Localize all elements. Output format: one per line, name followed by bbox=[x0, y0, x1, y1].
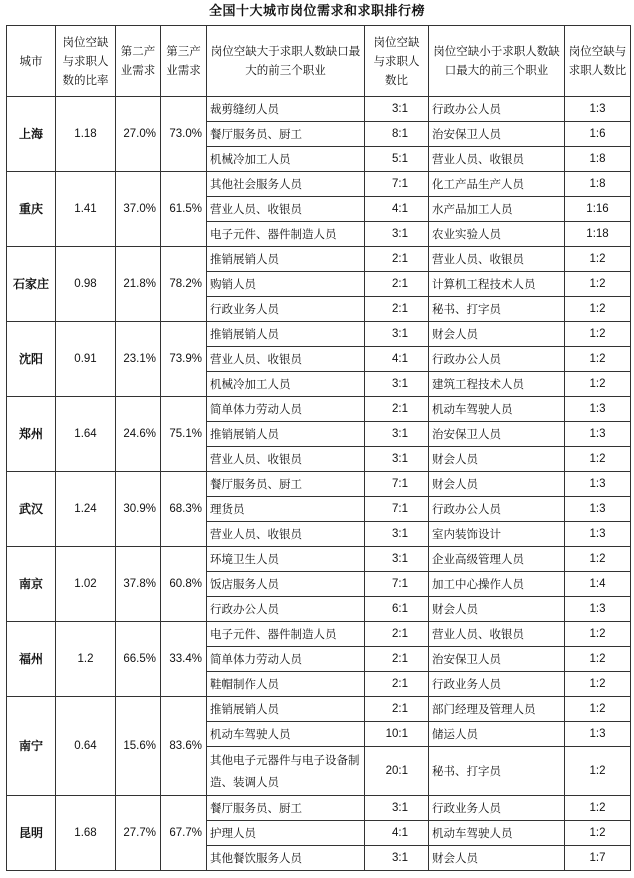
table-row bbox=[7, 547, 631, 572]
shortage-job: 行政业务人员 bbox=[207, 297, 365, 322]
shortage-job: 机动车驾驶人员 bbox=[207, 722, 365, 747]
tertiary-demand: 33.4% bbox=[161, 622, 207, 697]
surplus-ratio: 1:2 bbox=[565, 622, 631, 647]
surplus-ratio: 1:2 bbox=[565, 322, 631, 347]
surplus-ratio: 1:8 bbox=[565, 172, 631, 197]
page-title: 全国十大城市岗位需求和求职排行榜 bbox=[208, 4, 425, 19]
shortage-ratio: 2:1 bbox=[365, 647, 429, 672]
surplus-job: 治安保卫人员 bbox=[429, 647, 565, 672]
shortage-ratio: 10:1 bbox=[365, 722, 429, 747]
city-ratio: 1.02 bbox=[56, 547, 116, 622]
shortage-job: 推销展销人员 bbox=[207, 322, 365, 347]
surplus-job: 储运人员 bbox=[429, 722, 565, 747]
surplus-job: 营业人员、收银员 bbox=[429, 247, 565, 272]
surplus-job: 机动车驾驶人员 bbox=[429, 821, 565, 846]
surplus-ratio: 1:2 bbox=[565, 447, 631, 472]
shortage-ratio: 4:1 bbox=[365, 197, 429, 222]
shortage-job: 电子元件、器件制造人员 bbox=[207, 222, 365, 247]
surplus-job: 营业人员、收银员 bbox=[429, 147, 565, 172]
surplus-ratio: 1:8 bbox=[565, 147, 631, 172]
city-ratio: 0.64 bbox=[56, 697, 116, 796]
shortage-ratio: 7:1 bbox=[365, 172, 429, 197]
shortage-ratio: 3:1 bbox=[365, 447, 429, 472]
table-row bbox=[7, 247, 631, 272]
city-ratio: 1.64 bbox=[56, 397, 116, 472]
shortage-job: 营业人员、收银员 bbox=[207, 522, 365, 547]
tertiary-demand: 68.3% bbox=[161, 472, 207, 547]
surplus-ratio: 1:3 bbox=[565, 597, 631, 622]
shortage-ratio: 6:1 bbox=[365, 597, 429, 622]
shortage-job: 理货员 bbox=[207, 497, 365, 522]
surplus-ratio: 1:3 bbox=[565, 97, 631, 122]
shortage-ratio: 2:1 bbox=[365, 297, 429, 322]
shortage-job: 护理人员 bbox=[207, 821, 365, 846]
header-city: 城市 bbox=[7, 26, 56, 97]
surplus-job: 财会人员 bbox=[429, 322, 565, 347]
surplus-ratio: 1:18 bbox=[565, 222, 631, 247]
shortage-job: 环境卫生人员 bbox=[207, 547, 365, 572]
table-row bbox=[7, 622, 631, 647]
shortage-job: 推销展销人员 bbox=[207, 422, 365, 447]
surplus-ratio: 1:3 bbox=[565, 472, 631, 497]
shortage-ratio: 2:1 bbox=[365, 672, 429, 697]
surplus-job: 治安保卫人员 bbox=[429, 122, 565, 147]
tertiary-demand: 60.8% bbox=[161, 547, 207, 622]
shortage-ratio: 3:1 bbox=[365, 322, 429, 347]
surplus-job: 建筑工程技术人员 bbox=[429, 372, 565, 397]
city-name: 沈阳 bbox=[7, 322, 56, 397]
tertiary-demand: 73.9% bbox=[161, 322, 207, 397]
secondary-demand: 37.8% bbox=[116, 547, 161, 622]
surplus-ratio: 1:2 bbox=[565, 547, 631, 572]
shortage-job: 营业人员、收银员 bbox=[207, 197, 365, 222]
shortage-ratio: 3:1 bbox=[365, 97, 429, 122]
surplus-ratio: 1:3 bbox=[565, 722, 631, 747]
secondary-demand: 27.0% bbox=[116, 97, 161, 172]
table-body bbox=[7, 97, 631, 871]
surplus-job: 室内装饰设计 bbox=[429, 522, 565, 547]
secondary-demand: 37.0% bbox=[116, 172, 161, 247]
shortage-ratio: 20:1 bbox=[365, 747, 429, 796]
surplus-job: 财会人员 bbox=[429, 472, 565, 497]
surplus-ratio: 1:2 bbox=[565, 272, 631, 297]
surplus-ratio: 1:2 bbox=[565, 821, 631, 846]
city-name: 重庆 bbox=[7, 172, 56, 247]
secondary-demand: 21.8% bbox=[116, 247, 161, 322]
shortage-ratio: 5:1 bbox=[365, 147, 429, 172]
shortage-ratio: 2:1 bbox=[365, 247, 429, 272]
shortage-ratio: 3:1 bbox=[365, 372, 429, 397]
city-name: 昆明 bbox=[7, 796, 56, 871]
surplus-job: 营业人员、收银员 bbox=[429, 622, 565, 647]
surplus-ratio: 1:2 bbox=[565, 297, 631, 322]
header-surplus-jobs: 岗位空缺小于求职人数缺口最大的前三个职业 bbox=[429, 26, 565, 97]
shortage-job: 其他社会服务人员 bbox=[207, 172, 365, 197]
surplus-job: 水产品加工人员 bbox=[429, 197, 565, 222]
shortage-ratio: 4:1 bbox=[365, 821, 429, 846]
surplus-job: 秘书、打字员 bbox=[429, 297, 565, 322]
shortage-ratio: 3:1 bbox=[365, 846, 429, 871]
surplus-ratio: 1:2 bbox=[565, 697, 631, 722]
surplus-job: 企业高级管理人员 bbox=[429, 547, 565, 572]
surplus-ratio: 1:2 bbox=[565, 372, 631, 397]
shortage-job: 营业人员、收银员 bbox=[207, 347, 365, 372]
header-secondary: 第二产业需求 bbox=[116, 26, 161, 97]
surplus-ratio: 1:7 bbox=[565, 846, 631, 871]
surplus-ratio: 1:16 bbox=[565, 197, 631, 222]
shortage-ratio: 3:1 bbox=[365, 796, 429, 821]
shortage-job: 其他电子元器件与电子设备制造、装调人员 bbox=[207, 747, 365, 796]
header-surplus-ratio: 岗位空缺与求职人数比 bbox=[565, 26, 631, 97]
city-name: 石家庄 bbox=[7, 247, 56, 322]
shortage-job: 行政办公人员 bbox=[207, 597, 365, 622]
surplus-ratio: 1:2 bbox=[565, 247, 631, 272]
surplus-ratio: 1:2 bbox=[565, 347, 631, 372]
shortage-job: 鞋帽制作人员 bbox=[207, 672, 365, 697]
surplus-job: 部门经理及管理人员 bbox=[429, 697, 565, 722]
surplus-ratio: 1:3 bbox=[565, 497, 631, 522]
surplus-ratio: 1:2 bbox=[565, 647, 631, 672]
tertiary-demand: 78.2% bbox=[161, 247, 207, 322]
shortage-ratio: 7:1 bbox=[365, 572, 429, 597]
shortage-job: 裁剪缝纫人员 bbox=[207, 97, 365, 122]
tertiary-demand: 61.5% bbox=[161, 172, 207, 247]
table-row bbox=[7, 796, 631, 821]
shortage-job: 餐厅服务员、厨工 bbox=[207, 122, 365, 147]
header-ratio: 岗位空缺与求职人数的比率 bbox=[56, 26, 116, 97]
city-name: 武汉 bbox=[7, 472, 56, 547]
tertiary-demand: 67.7% bbox=[161, 796, 207, 871]
surplus-job: 财会人员 bbox=[429, 597, 565, 622]
surplus-job: 治安保卫人员 bbox=[429, 422, 565, 447]
header-shortage-jobs: 岗位空缺大于求职人数缺口最大的前三个职业 bbox=[207, 26, 365, 97]
shortage-job: 推销展销人员 bbox=[207, 247, 365, 272]
shortage-job: 电子元件、器件制造人员 bbox=[207, 622, 365, 647]
secondary-demand: 15.6% bbox=[116, 697, 161, 796]
city-ratio: 1.68 bbox=[56, 796, 116, 871]
shortage-job: 营业人员、收银员 bbox=[207, 447, 365, 472]
shortage-ratio: 3:1 bbox=[365, 222, 429, 247]
surplus-job: 秘书、打字员 bbox=[429, 747, 565, 796]
shortage-job: 餐厅服务员、厨工 bbox=[207, 796, 365, 821]
table-row bbox=[7, 397, 631, 422]
surplus-ratio: 1:2 bbox=[565, 796, 631, 821]
shortage-job: 其他餐饮服务人员 bbox=[207, 846, 365, 871]
shortage-ratio: 4:1 bbox=[365, 347, 429, 372]
shortage-ratio: 7:1 bbox=[365, 472, 429, 497]
surplus-job: 机动车驾驶人员 bbox=[429, 397, 565, 422]
surplus-ratio: 1:3 bbox=[565, 422, 631, 447]
city-ratio: 1.24 bbox=[56, 472, 116, 547]
shortage-job: 简单体力劳动人员 bbox=[207, 397, 365, 422]
shortage-ratio: 3:1 bbox=[365, 547, 429, 572]
shortage-job: 机械冷加工人员 bbox=[207, 147, 365, 172]
table-row bbox=[7, 472, 631, 497]
header-row bbox=[7, 26, 631, 97]
surplus-ratio: 1:3 bbox=[565, 522, 631, 547]
secondary-demand: 27.7% bbox=[116, 796, 161, 871]
surplus-job: 农业实验人员 bbox=[429, 222, 565, 247]
tertiary-demand: 75.1% bbox=[161, 397, 207, 472]
secondary-demand: 23.1% bbox=[116, 322, 161, 397]
surplus-ratio: 1:6 bbox=[565, 122, 631, 147]
shortage-job: 餐厅服务员、厨工 bbox=[207, 472, 365, 497]
shortage-job: 机械冷加工人员 bbox=[207, 372, 365, 397]
city-ratio: 1.18 bbox=[56, 97, 116, 172]
shortage-ratio: 2:1 bbox=[365, 697, 429, 722]
header-tertiary: 第三产业需求 bbox=[161, 26, 207, 97]
secondary-demand: 66.5% bbox=[116, 622, 161, 697]
shortage-ratio: 7:1 bbox=[365, 497, 429, 522]
city-name: 南京 bbox=[7, 547, 56, 622]
city-ratio: 1.41 bbox=[56, 172, 116, 247]
shortage-job: 饭店服务人员 bbox=[207, 572, 365, 597]
surplus-job: 行政业务人员 bbox=[429, 796, 565, 821]
surplus-job: 行政业务人员 bbox=[429, 672, 565, 697]
surplus-job: 行政办公人员 bbox=[429, 97, 565, 122]
secondary-demand: 24.6% bbox=[116, 397, 161, 472]
table-row bbox=[7, 322, 631, 347]
shortage-ratio: 8:1 bbox=[365, 122, 429, 147]
shortage-ratio: 2:1 bbox=[365, 272, 429, 297]
secondary-demand: 30.9% bbox=[116, 472, 161, 547]
shortage-job: 购销人员 bbox=[207, 272, 365, 297]
surplus-job: 行政办公人员 bbox=[429, 347, 565, 372]
city-ratio: 0.91 bbox=[56, 322, 116, 397]
surplus-ratio: 1:2 bbox=[565, 747, 631, 796]
surplus-ratio: 1:4 bbox=[565, 572, 631, 597]
shortage-job: 简单体力劳动人员 bbox=[207, 647, 365, 672]
surplus-ratio: 1:2 bbox=[565, 672, 631, 697]
surplus-job: 化工产品生产人员 bbox=[429, 172, 565, 197]
city-name: 福州 bbox=[7, 622, 56, 697]
city-ratio: 0.98 bbox=[56, 247, 116, 322]
shortage-ratio: 3:1 bbox=[365, 522, 429, 547]
shortage-ratio: 3:1 bbox=[365, 422, 429, 447]
surplus-job: 计算机工程技术人员 bbox=[429, 272, 565, 297]
surplus-job: 财会人员 bbox=[429, 447, 565, 472]
ranking-table bbox=[6, 25, 631, 871]
surplus-job: 加工中心操作人员 bbox=[429, 572, 565, 597]
city-name: 上海 bbox=[7, 97, 56, 172]
shortage-ratio: 2:1 bbox=[365, 622, 429, 647]
table-row bbox=[7, 172, 631, 197]
surplus-ratio: 1:3 bbox=[565, 397, 631, 422]
shortage-job: 推销展销人员 bbox=[207, 697, 365, 722]
surplus-job: 财会人员 bbox=[429, 846, 565, 871]
city-name: 南宁 bbox=[7, 697, 56, 796]
city-ratio: 1.2 bbox=[56, 622, 116, 697]
city-name: 郑州 bbox=[7, 397, 56, 472]
table-row bbox=[7, 697, 631, 722]
tertiary-demand: 83.6% bbox=[161, 697, 207, 796]
surplus-job: 行政办公人员 bbox=[429, 497, 565, 522]
shortage-ratio: 2:1 bbox=[365, 397, 429, 422]
header-shortage-ratio: 岗位空缺与求职人数比 bbox=[365, 26, 429, 97]
tertiary-demand: 73.0% bbox=[161, 97, 207, 172]
table-row bbox=[7, 97, 631, 122]
